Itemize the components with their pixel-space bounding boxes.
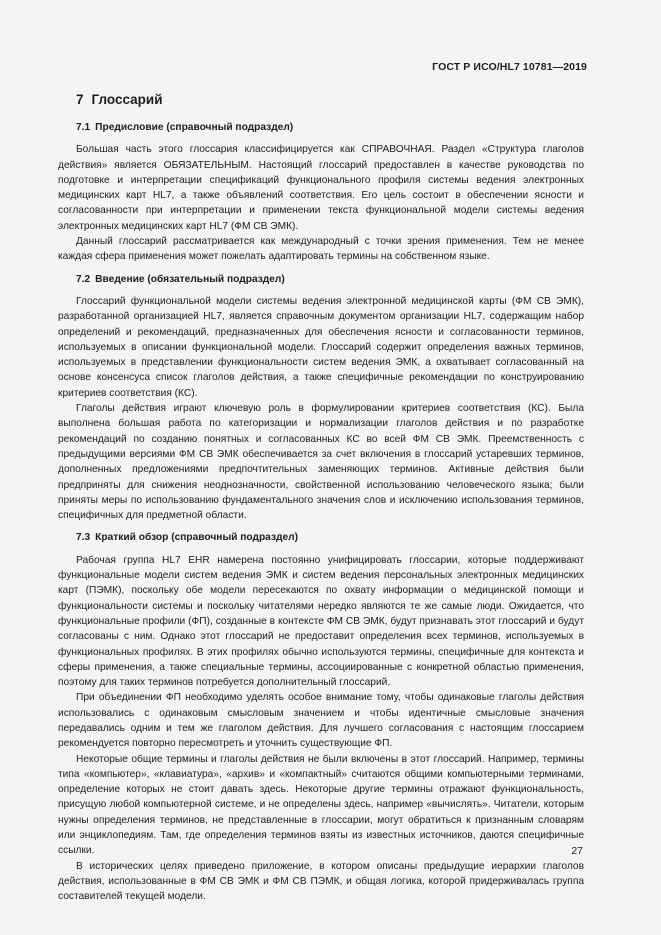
page-number: 27 bbox=[571, 845, 583, 857]
paragraph: Рабочая группа HL7 EHR намерена постоянно унифицировать глоссарии, которые поддерживают функциональные модели систем ведения ЭМК и систем ведения персональных электронных медицинских карт (ПЭМК), поскольку обе модели пересекаются по охвату информации о медицинской помощи и функциональности системы и поскольку читателями нередко являются те же самые люди. Ожидается, что функциональные профили (ФП), созданные в контексте ФМ СВ ЭМК, будут признавать этот глоссарий и будут согласованы с ним. Однако этот глоссарий не предоставит определения всех терминов, используемых в функциональных профилях. В этих профилях обычно используются термины, специфичные для контекста и сферы применения, а также специальные термины, ассоциированные с конкретной областью применения, поэтому для таких терминов потребуется дополнительный глоссарий. bbox=[58, 554, 584, 689]
section-title bbox=[76, 92, 163, 107]
paragraph: Некоторые общие термины и глаголы действия не были включены в этот глоссарий. Например, термины типа «компьютер», «клавиатура», «архив» и «компактный» считаются общими компьютерными терминами, определение которых не стоит давать здесь. Некоторые другие термины отражают функциональность, присущую любой компьютерной системе, и не определены здесь, например «вычислять». Читатели, которым нужны определения терминов, не представленные в глоссарии, могут обратиться к признанным словарям или энциклопедиям. Там, где определения терминов взяты из известных источников, даются специфичные ссылки. bbox=[58, 753, 584, 857]
paragraph: При объединении ФП необходимо уделять особое внимание тому, чтобы одинаковые глаголы действия использовались с одинаковым смысловым значением и чтобы идентичные смысловые значения передавались одним и тем же глаголом действия. Для лучшего согласования с настоящим глоссарием рекомендуется повторно пересмотреть и уточнить существующие ФП. bbox=[58, 692, 584, 750]
section-heading: Глоссарий bbox=[91, 92, 163, 107]
document-header: ГОСТ Р ИСО/HL7 10781—2019 bbox=[432, 61, 587, 73]
subsection-title: Введение (обязательный подраздел) bbox=[95, 273, 285, 285]
subsection-number: 7.2 bbox=[76, 273, 91, 285]
subsection-7-3 bbox=[58, 530, 584, 904]
subsection-number: 7.3 bbox=[76, 532, 91, 544]
subsection-7-1 bbox=[58, 120, 584, 265]
paragraph: В исторических целях приведено приложение, в котором описаны предыдущие иерархии глаголов действия, использованные в ФМ СВ ЭМК и ФМ СВ ПЭМК, и общая логика, которой придерживалась группа составителей текущей модели. bbox=[58, 860, 584, 903]
subsection-title: Краткий обзор (справочный подраздел) bbox=[95, 532, 299, 544]
subsection-number: 7.1 bbox=[76, 122, 91, 133]
paragraph: Большая часть этого глоссария классифицируется как СПРАВОЧНАЯ. Раздел «Структура глаголов действия» является ОБЯЗАТЕЛЬНЫМ. Настоящий глоссарий предоставлен в качестве руководства по подготовке и интерпретации спецификаций функционального профиля системы ведения электронных медицинских карт HL7, а также объявлений соответствия. Его цель состоит в обеспечении ясности и согласованности при интерпретации и применении текста функциональной модели системы ведения электронных медицинских карт HL7 (ФМ СВ ЭМК). bbox=[58, 144, 584, 232]
paragraph: Данный глоссарий рассматривается как международный с точки зрения применения. Тем не менее каждая сфера применения может пожелать адаптировать термины на собственном языке. bbox=[58, 236, 584, 263]
subsection-7-2 bbox=[58, 272, 584, 524]
subsection-heading bbox=[58, 120, 584, 135]
subsection-heading bbox=[58, 272, 584, 287]
subsection-heading bbox=[58, 530, 584, 545]
section-number: 7 bbox=[76, 92, 84, 107]
paragraph: Глоссарий функциональной модели системы ведения электронной медицинской карты (ФМ СВ ЭМК), разработанной организацией HL7, является справочным документом организации HL7, содержащим набор определений и рекомендаций, предназначенных для обеспечения ясности и согласованности терминов, используемых в описании функциональной модели. Глоссарий содержит определения важных терминов, используемых в представлении функциональности систем ведения ЭМК, а охватывает согласованный на основе консенсуса список глаголов действия, а также специфичные рекомендации по конструированию критериев соответствия (КС). bbox=[58, 295, 584, 399]
document-body bbox=[58, 120, 584, 905]
paragraph: Глаголы действия играют ключевую роль в формулировании критериев соответствия (КС). Была выполнена большая работа по категоризации и нормализации глаголов действия и по разработке рекомендаций по созданию понятных и согласованных КС во всей ФМ СВ ЭМК. Преемственность с предыдущими версиями ФМ СВ ЭМК обеспечивается за счет включения в глоссарий устаревших терминов, дополненных предложениями предпочтительных заменяющих терминов. Активные действия были предприняты для снижения неоднозначности, свойственной использованию человеческого языка; были приняты меры по использованию фундаментального значения слов и исключению использования терминов, специфичных для предметной области. bbox=[58, 403, 584, 522]
subsection-title: Предисловие (справочный подраздел) bbox=[95, 122, 294, 133]
